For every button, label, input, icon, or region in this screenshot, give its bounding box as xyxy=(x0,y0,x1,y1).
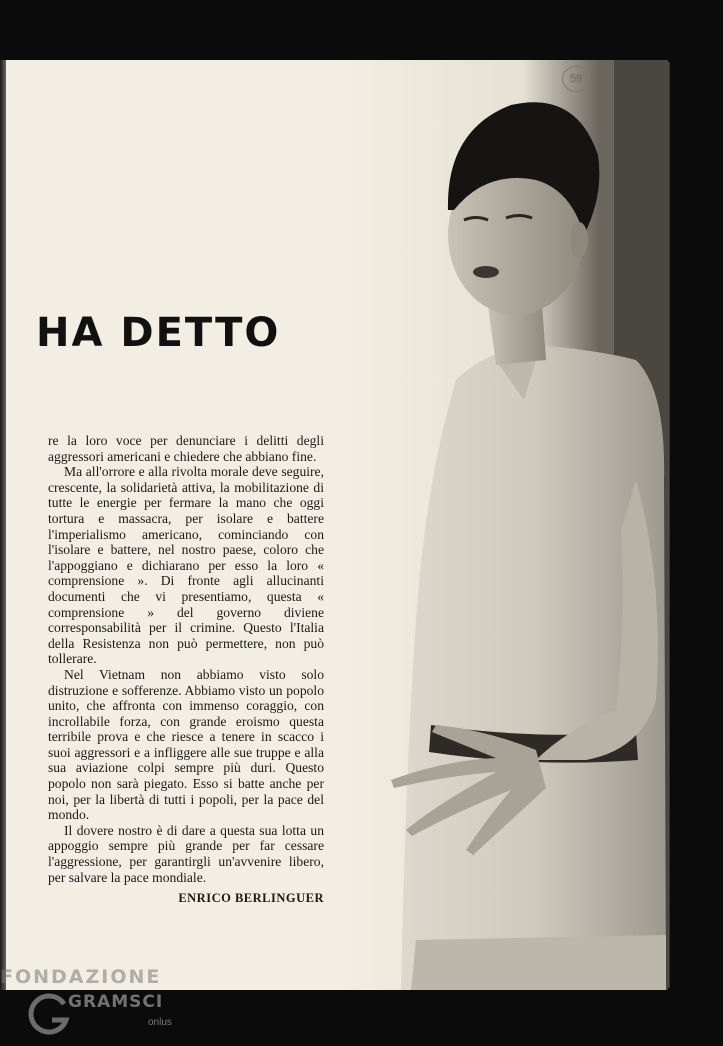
article-paragraph: Ma all'orrore e alla rivolta morale deve seguire, crescente, la solidarietà attiva, la mobilitazione di tutte le energie per fermare la mano che oggi tortura e massacra, per isolare e battere l'imperialismo americano, cominciando con l'isolare e battere, nel nostro paese, coloro che l'appoggiano e dichiarano per esso la loro « comprensione ». Di fronte agli allucinanti documenti che vi presentiamo, questa « comprensione » del governo diviene corresponsabilità per il crimine. Questo l'Italia della Resistenza non può permettere, non può tollerare. xyxy=(48,464,324,667)
magazine-page xyxy=(6,60,668,990)
headline: HA DETTO xyxy=(36,310,281,356)
article-body xyxy=(48,433,324,907)
article-paragraph: Nel Vietnam non abbiamo visto solo distruzione e sofferenze. Abbiamo visto un popolo unito, che affronta con immenso coraggio, con incrollabile forza, con grande eroismo questa terribile prova e che riesce a tenere in scacco i suoi aggressori e a infliggere alle sue truppe e alla sua aviazione colpi sempre più duri. Questo popolo non sarà piegato. Esso si batte anche per noi, per la libertà di tutti i popoli, per la pace del mondo. xyxy=(48,666,324,823)
portrait-photo xyxy=(336,60,668,990)
author-signature: ENRICO BERLINGUER xyxy=(178,891,324,906)
watermark-line3: onlus xyxy=(148,1017,172,1028)
article-paragraph: re la loro voce per denunciare i delitti degli aggressori americani e chiedere che abbiano fine. xyxy=(48,433,324,464)
page-number: 59 xyxy=(562,66,590,92)
watermark-line2: GRAMSCI xyxy=(68,992,164,1012)
archive-watermark xyxy=(0,962,200,1046)
article-paragraph: Il dovere nostro è di dare a questa sua lotta un appoggio sempre più grande per far cessare l'aggressione, per garantirgli un'avvenire libero, per salvare la pace mondiale. xyxy=(48,822,324,885)
watermark-line1: FONDAZIONE xyxy=(0,966,162,988)
gramsci-logo-icon xyxy=(26,990,72,1041)
